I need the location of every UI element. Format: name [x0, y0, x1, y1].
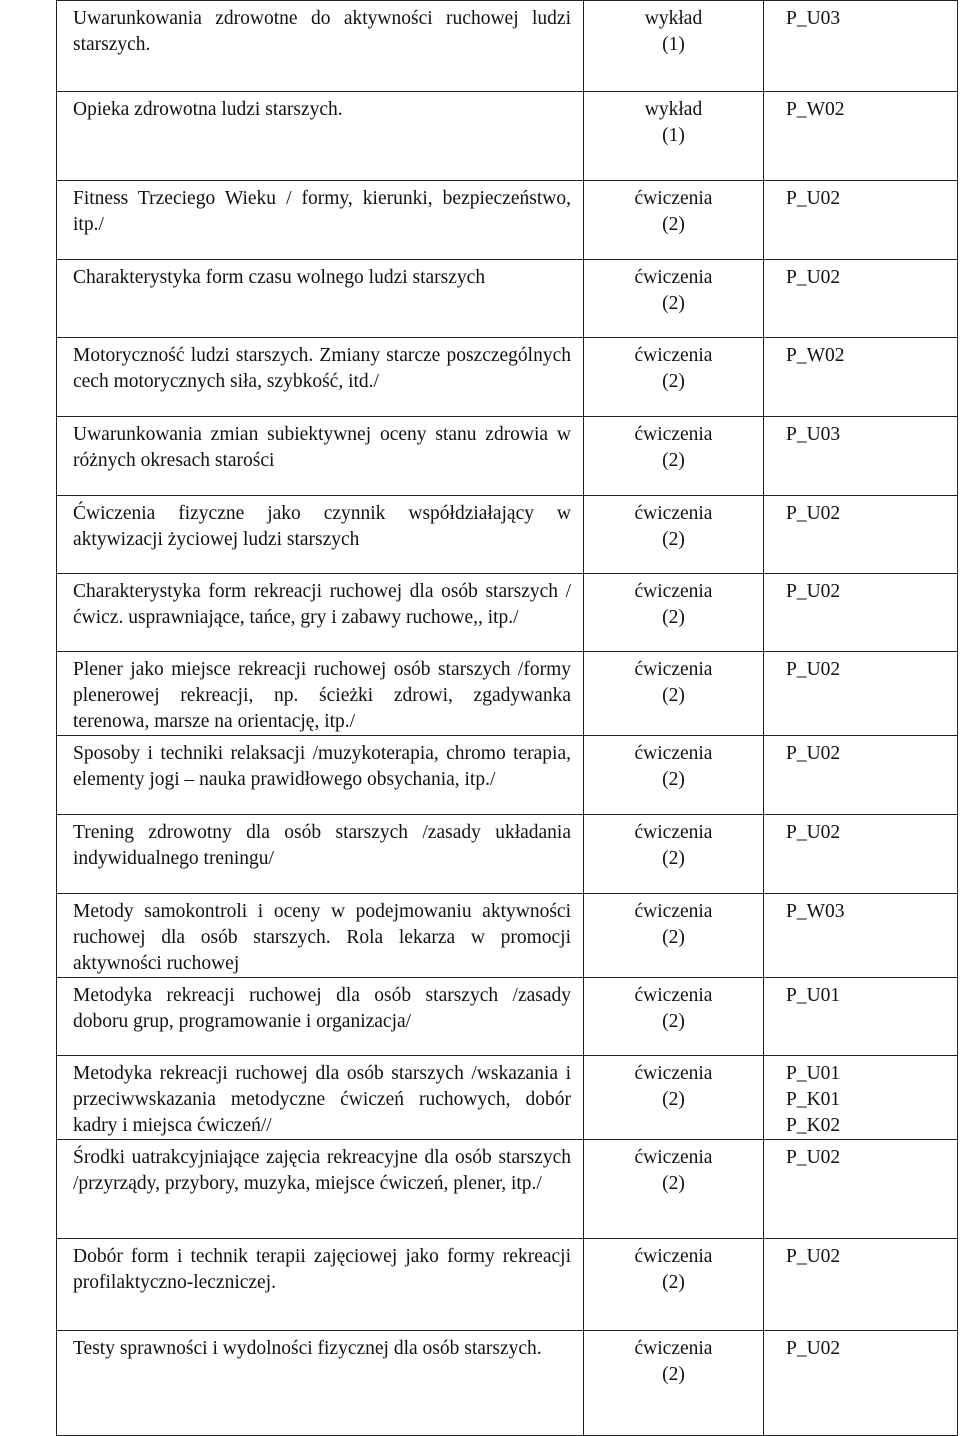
topic-cell: Uwarunkowania zmian subiektywnej oceny stanu zdrowia w różnych okresach starości [57, 417, 584, 496]
class-form-label: ćwiczenia [634, 659, 713, 680]
table-row [57, 1140, 958, 1239]
table-row [57, 736, 958, 815]
class-form-label: ćwiczenia [634, 503, 713, 524]
class-form-cell [584, 652, 764, 736]
class-form-label: ćwiczenia [634, 822, 713, 843]
learning-effect-codes: P_U02 [786, 1147, 841, 1168]
learning-effect-cell [764, 496, 958, 574]
learning-effect-codes: P_U03 [786, 8, 841, 29]
class-form-label: ćwiczenia [634, 1246, 713, 1267]
topic-cell: Metodyka rekreacji ruchowej dla osób starszych /zasady doboru grup, programowanie i organizacja/ [57, 978, 584, 1056]
learning-effect-cell [764, 260, 958, 338]
topic-cell: Sposoby i techniki relaksacji /muzykoterapia, chromo terapia, elementy jogi – nauka prawidłowego obsychania, itp./ [57, 736, 584, 815]
table-row [57, 92, 958, 181]
class-hours-label: (2) [662, 1364, 685, 1385]
class-form-cell [584, 92, 764, 181]
class-hours-label: (2) [662, 214, 685, 235]
class-hours-label: (2) [662, 529, 685, 550]
class-form-cell [584, 1140, 764, 1239]
learning-effect-codes: P_W02 [786, 99, 845, 120]
class-form-cell [584, 338, 764, 417]
class-form-label: ćwiczenia [634, 581, 713, 602]
class-form-label: ćwiczenia [634, 1338, 713, 1359]
learning-effect-cell [764, 815, 958, 894]
table-row [57, 1239, 958, 1331]
learning-effect-cell [764, 894, 958, 978]
class-form-cell [584, 260, 764, 338]
learning-effect-cell [764, 338, 958, 417]
class-hours-label: (2) [662, 1011, 685, 1032]
learning-effect-codes: P_U02 [786, 1246, 841, 1267]
table-row [57, 978, 958, 1056]
topic-cell: Charakterystyka form czasu wolnego ludzi starszych [57, 260, 584, 338]
class-form-label: ćwiczenia [634, 1147, 713, 1168]
learning-effect-cell [764, 978, 958, 1056]
learning-effect-codes: P_U02 [786, 822, 841, 843]
topic-cell: Ćwiczenia fizyczne jako czynnik współdziałający w aktywizacji życiowej ludzi starszych [57, 496, 584, 574]
class-hours-label: (2) [662, 371, 685, 392]
class-form-cell [584, 736, 764, 815]
class-form-cell [584, 1239, 764, 1331]
learning-effect-codes: P_W02 [786, 345, 845, 366]
topic-cell: Motoryczność ludzi starszych. Zmiany starcze poszczególnych cech motorycznych siła, szybkość, itd./ [57, 338, 584, 417]
topic-cell: Dobór form i technik terapii zajęciowej jako formy rekreacji profilaktyczno-leczniczej. [57, 1239, 584, 1331]
table-row [57, 574, 958, 652]
topic-cell: Fitness Trzeciego Wieku / formy, kierunki, bezpieczeństwo, itp./ [57, 181, 584, 260]
class-form-label: ćwiczenia [634, 267, 713, 288]
class-form-cell [584, 1, 764, 92]
learning-effect-cell [764, 1056, 958, 1140]
learning-effect-cell [764, 1140, 958, 1239]
learning-effect-codes: P_U01 [786, 985, 841, 1006]
class-form-cell [584, 815, 764, 894]
class-form-label: wykład [644, 99, 703, 120]
table-row [57, 181, 958, 260]
class-form-label: ćwiczenia [634, 743, 713, 764]
class-form-cell [584, 894, 764, 978]
learning-effect-codes: P_U02 [786, 1338, 841, 1359]
table-row [57, 652, 958, 736]
class-form-cell [584, 417, 764, 496]
class-form-cell [584, 1056, 764, 1140]
class-hours-label: (2) [662, 607, 685, 628]
table-row [57, 260, 958, 338]
learning-effect-codes: P_U03 [786, 424, 841, 445]
class-form-label: ćwiczenia [634, 345, 713, 366]
table-row [57, 815, 958, 894]
class-form-cell [584, 574, 764, 652]
syllabus-table-body [57, 1, 958, 1436]
learning-effect-cell [764, 1239, 958, 1331]
class-hours-label: (2) [662, 769, 685, 790]
learning-effect-cell [764, 181, 958, 260]
class-hours-label: (2) [662, 685, 685, 706]
class-hours-label: (2) [662, 293, 685, 314]
class-form-label: ćwiczenia [634, 1063, 713, 1084]
class-hours-label: (1) [662, 34, 685, 55]
table-row [57, 496, 958, 574]
class-hours-label: (2) [662, 1173, 685, 1194]
table-row [57, 894, 958, 978]
class-hours-label: (2) [662, 1272, 685, 1293]
learning-effect-cell [764, 1, 958, 92]
class-form-cell [584, 181, 764, 260]
learning-effect-codes: P_U02 [786, 267, 841, 288]
table-row [57, 417, 958, 496]
learning-effect-codes: P_U02 [786, 188, 841, 209]
syllabus-table [56, 0, 958, 1436]
topic-cell: Metody samokontroli i oceny w podejmowaniu aktywności ruchowej dla osób starszych. Rola lekarza w promocji aktywności ruchowej [57, 894, 584, 978]
learning-effect-cell [764, 736, 958, 815]
learning-effect-codes: P_U02 [786, 743, 841, 764]
class-hours-label: (2) [662, 1089, 685, 1110]
table-row [57, 1056, 958, 1140]
class-hours-label: (2) [662, 927, 685, 948]
learning-effect-codes: P_U02 [786, 659, 841, 680]
learning-effect-codes: P_U01 P_K01 P_K02 [786, 1063, 841, 1136]
learning-effect-codes: P_W03 [786, 901, 845, 922]
class-form-cell [584, 978, 764, 1056]
learning-effect-cell [764, 652, 958, 736]
table-row [57, 1, 958, 92]
class-form-label: wykład [644, 8, 703, 29]
topic-cell: Testy sprawności i wydolności fizycznej dla osób starszych. [57, 1331, 584, 1436]
class-hours-label: (2) [662, 450, 685, 471]
topic-cell: Metodyka rekreacji ruchowej dla osób starszych /wskazania i przeciwwskazania metodyczne ćwiczeń ruchowych, dobór kadry i miejsca ćwiczeń// [57, 1056, 584, 1140]
learning-effect-cell [764, 92, 958, 181]
class-form-label: ćwiczenia [634, 188, 713, 209]
learning-effect-cell [764, 574, 958, 652]
topic-cell: Środki uatrakcyjniające zajęcia rekreacyjne dla osób starszych /przyrządy, przybory, muzyka, miejsce ćwiczeń, plener, itp./ [57, 1140, 584, 1239]
class-form-label: ćwiczenia [634, 985, 713, 1006]
topic-cell: Uwarunkowania zdrowotne do aktywności ruchowej ludzi starszych. [57, 1, 584, 92]
class-form-cell [584, 496, 764, 574]
class-form-label: ćwiczenia [634, 901, 713, 922]
topic-cell: Trening zdrowotny dla osób starszych /zasady układania indywidualnego treningu/ [57, 815, 584, 894]
learning-effect-cell [764, 417, 958, 496]
topic-cell: Plener jako miejsce rekreacji ruchowej osób starszych /formy plenerowej rekreacji, np. ścieżki zdrowi, zgadywanka terenowa, marsze na orientację, itp./ [57, 652, 584, 736]
class-hours-label: (2) [662, 848, 685, 869]
class-hours-label: (1) [662, 125, 685, 146]
learning-effect-codes: P_U02 [786, 581, 841, 602]
class-form-label: ćwiczenia [634, 424, 713, 445]
topic-cell: Charakterystyka form rekreacji ruchowej dla osób starszych / ćwicz. usprawniające, tańce, gry i zabawy ruchowe,, itp./ [57, 574, 584, 652]
table-row [57, 338, 958, 417]
learning-effect-codes: P_U02 [786, 503, 841, 524]
topic-cell: Opieka zdrowotna ludzi starszych. [57, 92, 584, 181]
